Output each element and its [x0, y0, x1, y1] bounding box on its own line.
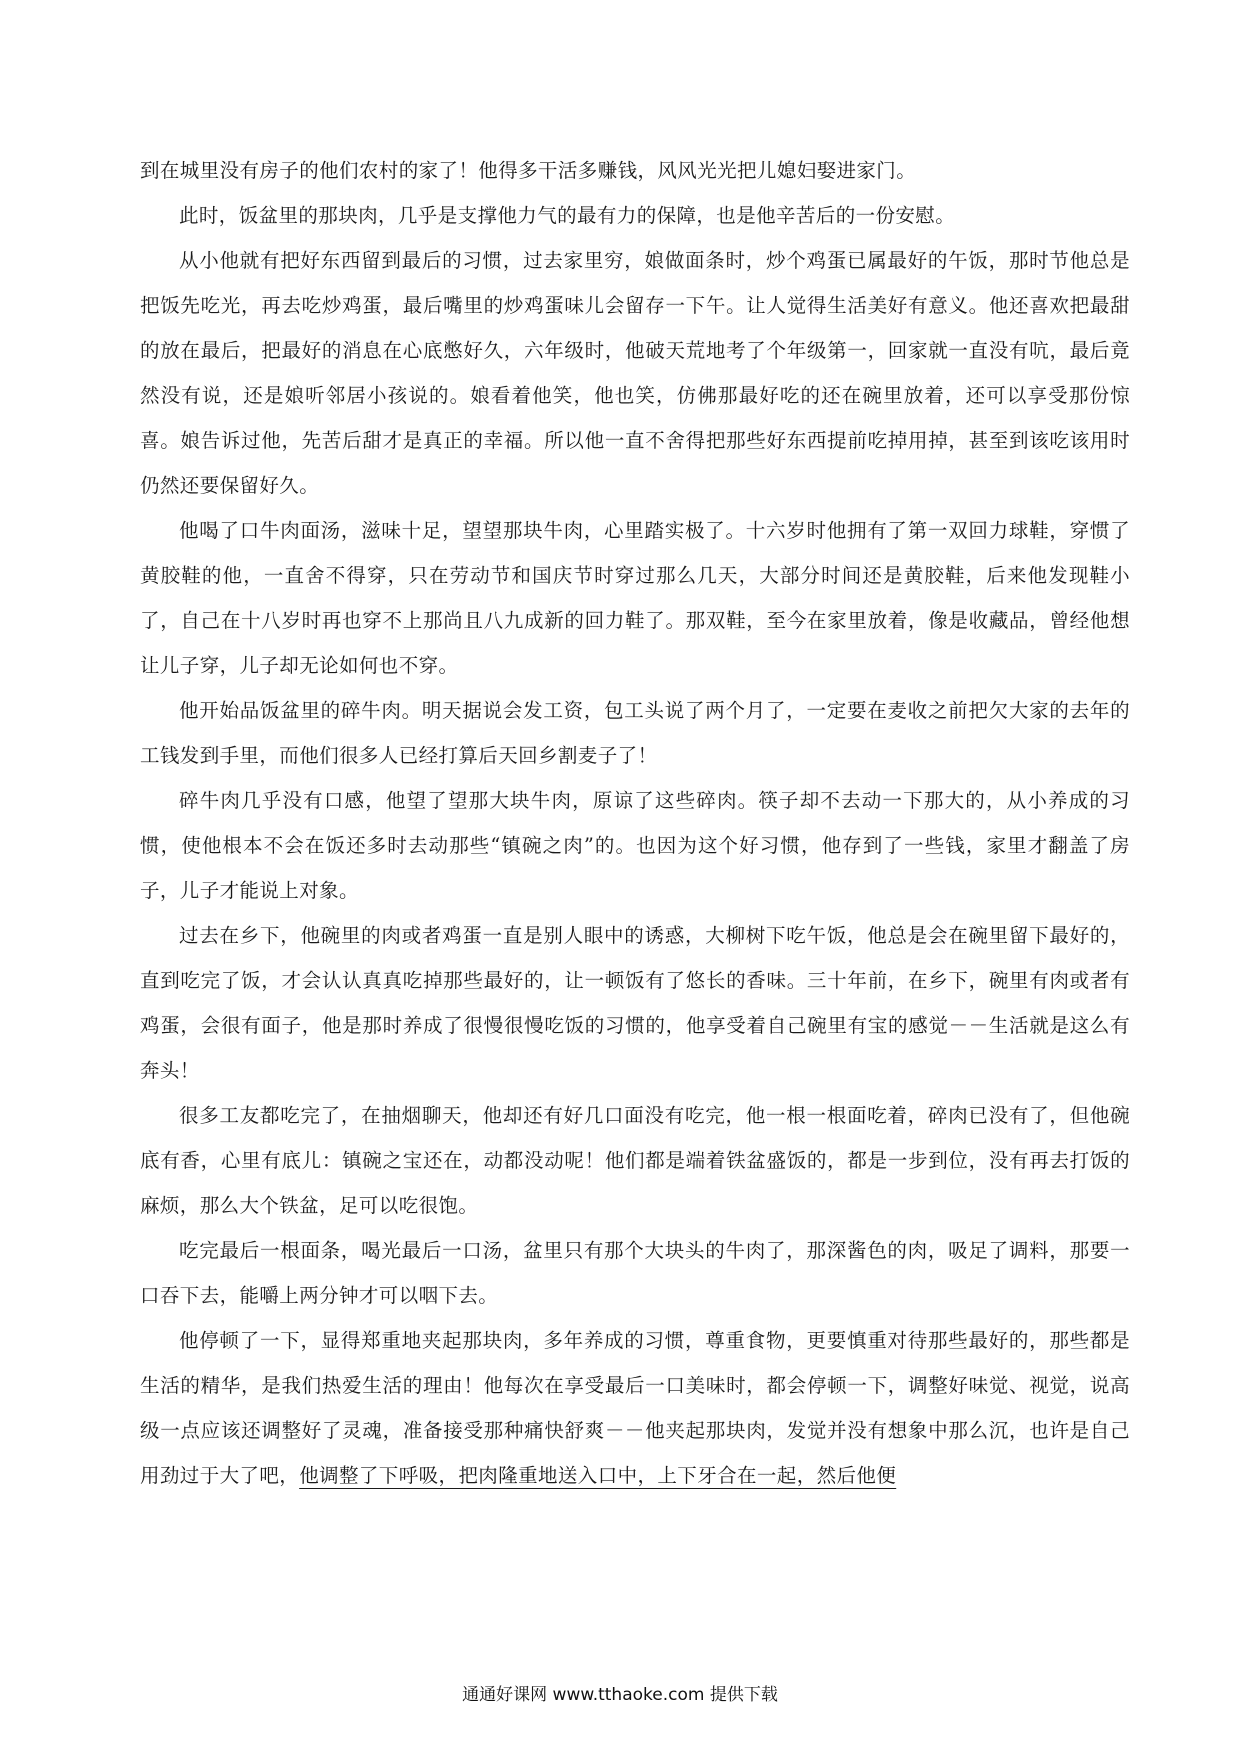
paragraph-6: 碎牛肉几乎没有口感，他望了望那大块牛肉，原谅了这些碎肉。筷子却不去动一下那大的，从小养成的习惯，使他根本不会在饭还多时去动那些“镇碗之肉”的。也因为这个好习惯，他存到了一些钱，家里才翻盖了房子，儿子才能说上对象。 [140, 789, 1130, 902]
paragraph-9: 吃完最后一根面条，喝光最后一口汤，盆里只有那个大块头的牛肉了，那深酱色的肉，吸足了调料，那要一口吞下去，能嚼上两分钟才可以咽下去。 [140, 1239, 1130, 1307]
paragraph-1: 到在城里没有房子的他们农村的家了！他得多干活多赚钱，风风光光把儿媳妇娶进家门。 [140, 159, 917, 182]
paragraph-7: 过去在乡下，他碗里的肉或者鸡蛋一直是别人眼中的诱惑，大柳树下吃午饭，他总是会在碗里留下最好的，直到吃完了饭，才会认认真真吃掉那些最好的，让一顿饭有了悠长的香味。三十年前，在乡下，碗里有肉或者有鸡蛋，会很有面子，他是那时养成了很慢很慢吃饭的习惯的，他享受着自己碗里有宝的感觉－－生活就是这么有奔头！ [140, 924, 1130, 1082]
paragraph-10-text: 他停顿了一下，显得郑重地夹起那块肉，多年养成的习惯，尊重食物，更要慎重对待那些最好的，那些都是生活的精华，是我们热爱生活的理由！他每次在享受最后一口美味时，都会停顿一下，调整好味觉、视觉，说高级一点应该还调整好了灵魂，准备接受那种痛快舒爽－－他夹起那块肉，发觉并没有想象中那么沉，也许是自己用劲过于大了吧， [140, 1329, 1130, 1487]
paragraph-4: 他喝了口牛肉面汤，滋味十足，望望那块牛肉，心里踏实极了。十六岁时他拥有了第一双回力球鞋，穿惯了黄胶鞋的他，一直舍不得穿，只在劳动节和国庆节时穿过那么几天，大部分时间还是黄胶鞋，后来他发现鞋小了，自己在十八岁时再也穿不上那尚且八九成新的回力鞋了。那双鞋，至今在家里放着，像是收藏品，曾经他想让儿子穿，儿子却无论如何也不穿。 [140, 519, 1130, 677]
paragraph-10 [140, 1318, 1130, 1498]
paragraph-8: 很多工友都吃完了，在抽烟聊天，他却还有好几口面没有吃完，他一根一根面吃着，碎肉已没有了，但他碗底有香，心里有底儿：镇碗之宝还在，动都没动呢！他们都是端着铁盆盛饭的，都是一步到位，没有再去打饭的麻烦，那么大个铁盆，足可以吃很饱。 [140, 1104, 1130, 1217]
paragraph-5: 他开始品饭盆里的碎牛肉。明天据说会发工资，包工头说了两个月了，一定要在麦收之前把欠大家的去年的工钱发到手里，而他们很多人已经打算后天回乡割麦子了！ [140, 699, 1130, 767]
paragraph-2: 此时，饭盆里的那块肉，几乎是支撑他力气的最有力的保障，也是他辛苦后的一份安慰。 [179, 204, 956, 227]
underlined-sentence: 他调整了下呼吸，把肉隆重地送入口中，上下牙合在一起，然后他便 [299, 1464, 897, 1487]
page-footer: 通通好课网 www.tthaoke.com 提供下载 [462, 1685, 778, 1705]
paragraph-3: 从小他就有把好东西留到最后的习惯，过去家里穷，娘做面条时，炒个鸡蛋已属最好的午饭，那时节他总是把饭先吃光，再去吃炒鸡蛋，最后嘴里的炒鸡蛋味儿会留存一下午。让人觉得生活美好有意义。他还喜欢把最甜的放在最后，把最好的消息在心底憋好久，六年级时，他破天荒地考了个年级第一，回家就一直没有吭，最后竟然没有说，还是娘听邻居小孩说的。娘看着他笑，他也笑，仿佛那最好吃的还在碗里放着，还可以享受那份惊喜。娘告诉过他，先苦后甜才是真正的幸福。所以他一直不舍得把那些好东西提前吃掉用掉，甚至到该吃该用时仍然还要保留好久。 [140, 249, 1130, 497]
article-body [140, 148, 1130, 1498]
